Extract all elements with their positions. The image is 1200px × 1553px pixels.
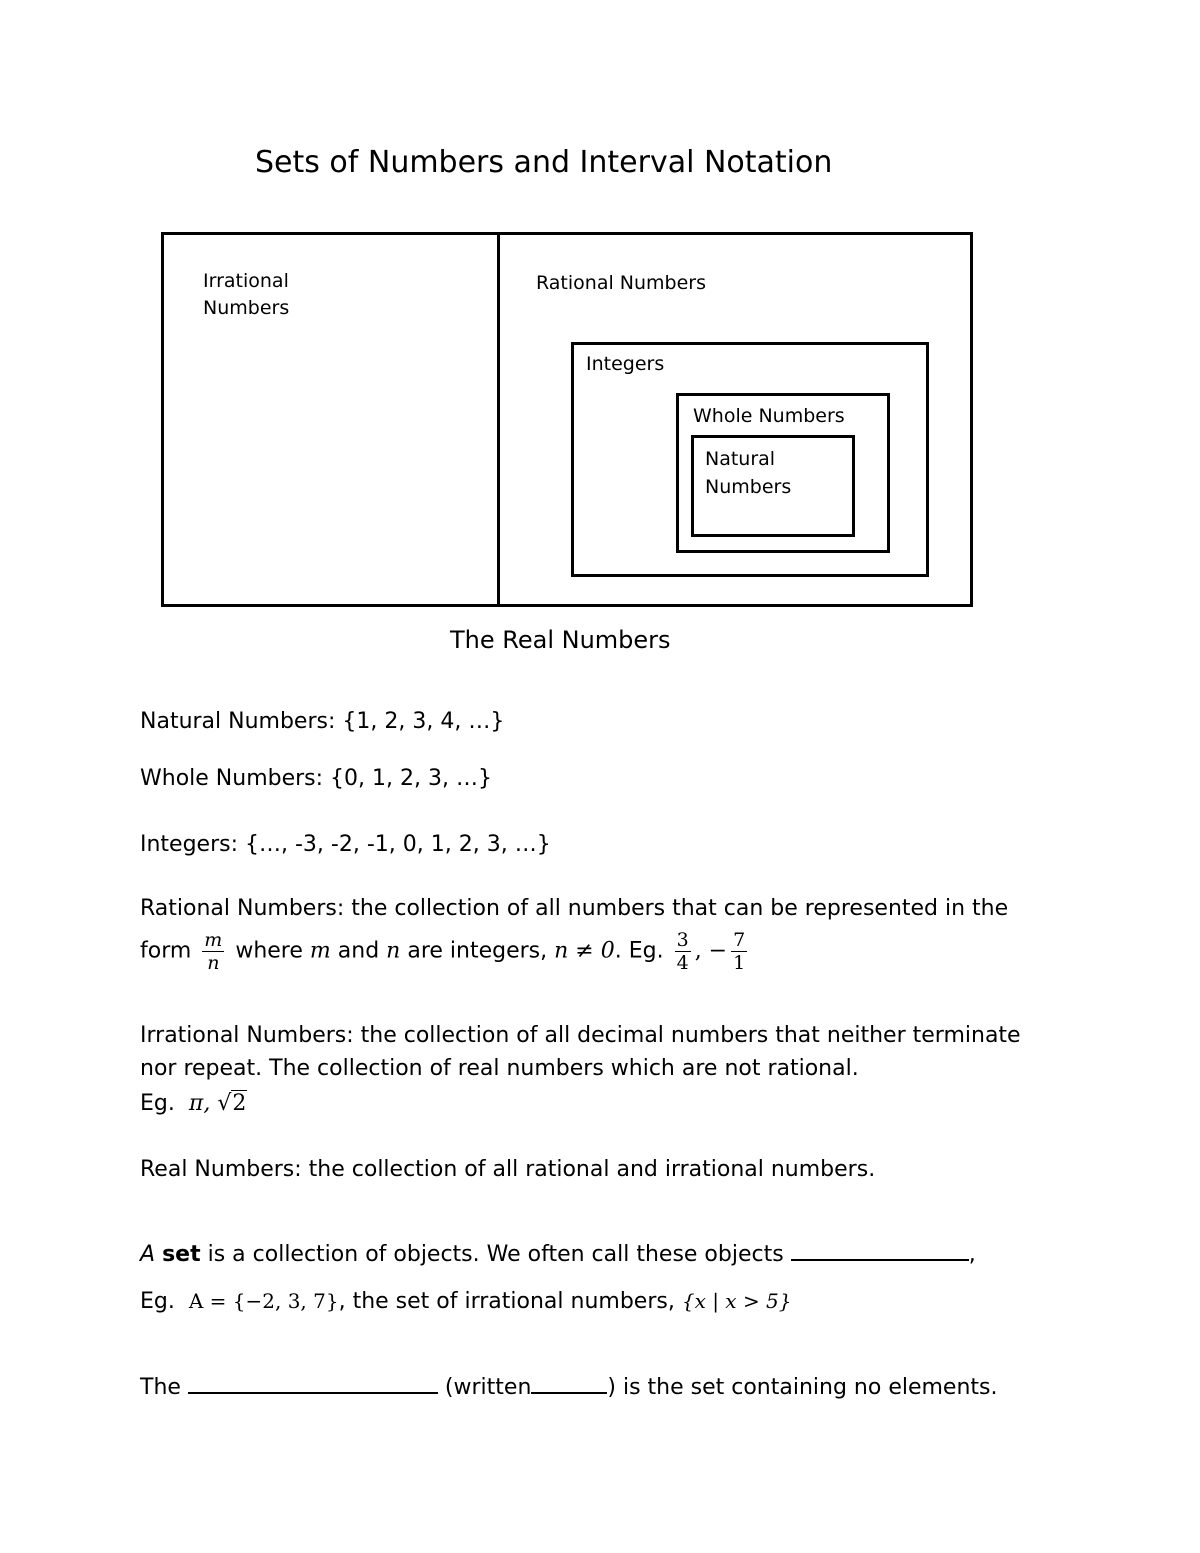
empty-set-definition xyxy=(140,1372,998,1400)
where-text: where xyxy=(235,938,303,964)
set-a-example: A = {−2, 3, 7} xyxy=(188,1289,339,1313)
form-text: form xyxy=(140,938,192,964)
the-text: The xyxy=(140,1375,181,1400)
natural-numbers-definition: Natural Numbers: {1, 2, 3, 4, …} xyxy=(140,709,505,734)
natural-label-line2: Numbers xyxy=(705,476,792,498)
eg-text: . Eg. xyxy=(614,938,664,964)
set-definition: A set is a collection of objects. We often call these objects , xyxy=(140,1239,976,1267)
set-builder-example: {x | x > 5} xyxy=(681,1289,792,1313)
whole-numbers-label: Whole Numbers xyxy=(693,405,845,427)
are-integers-text: are integers, xyxy=(407,938,548,964)
whole-numbers-definition: Whole Numbers: {0, 1, 2, 3, …} xyxy=(140,766,492,791)
empty-set-name-blank xyxy=(188,1372,438,1394)
m-over-n-fraction xyxy=(202,929,224,974)
fraction-denominator: 4 xyxy=(676,952,689,974)
example-fraction-3-4 xyxy=(675,929,691,974)
fraction-denominator: n xyxy=(207,952,220,974)
pi-symbol: π, xyxy=(188,1091,211,1116)
set-examples-middle: , the set of irrational numbers, xyxy=(338,1289,675,1314)
diagram-caption: The Real Numbers xyxy=(450,626,671,654)
fraction-denominator: 1 xyxy=(733,952,746,974)
m-variable: m xyxy=(309,938,331,964)
fraction-numerator: 7 xyxy=(733,929,746,951)
set-examples xyxy=(140,1289,792,1314)
eg-text: Eg. xyxy=(140,1289,175,1314)
rational-label: Rational Numbers xyxy=(536,272,707,294)
irrational-label-line1: Irrational xyxy=(203,270,289,292)
and-text: and xyxy=(337,938,380,964)
n-not-zero: n ≠ 0 xyxy=(554,938,615,964)
integers-definition: Integers: {…, -3, -2, -1, 0, 1, 2, 3, …} xyxy=(140,832,551,857)
real-numbers-definition: Real Numbers: the collection of all rational and irrational numbers. xyxy=(140,1157,876,1182)
fraction-numerator: 3 xyxy=(676,929,689,951)
n-variable: n xyxy=(386,938,401,964)
natural-label-line1: Natural xyxy=(705,448,776,470)
empty-set-rest: ) is the set containing no elements. xyxy=(607,1375,998,1400)
set-term: set xyxy=(162,1242,201,1267)
set-definition-text: is a collection of objects. We often call these objects xyxy=(200,1242,784,1267)
integers-label: Integers xyxy=(586,353,665,375)
example-separator: , − xyxy=(694,938,728,964)
elements-blank xyxy=(791,1239,969,1261)
set-a-word: A xyxy=(140,1242,156,1267)
fraction-numerator: m xyxy=(204,929,223,951)
irrational-examples xyxy=(140,1091,247,1116)
irrational-definition-line2: nor repeat. The collection of real numbers which are not rational. xyxy=(140,1056,859,1081)
irrational-label-line2: Numbers xyxy=(203,297,290,319)
rational-definition-line2 xyxy=(140,929,751,974)
written-text: (written xyxy=(444,1375,532,1400)
irrational-definition-line1: Irrational Numbers: the collection of all decimal numbers that neither terminate xyxy=(140,1023,1021,1048)
rational-definition-line1: Rational Numbers: the collection of all numbers that can be represented in the xyxy=(140,896,1009,921)
eg-text: Eg. xyxy=(140,1091,175,1116)
example-fraction-7-1 xyxy=(731,929,747,974)
page-title: Sets of Numbers and Interval Notation xyxy=(255,145,833,180)
divider-line xyxy=(497,232,500,607)
empty-set-symbol-blank xyxy=(531,1372,607,1394)
square-root-of-2: √2 xyxy=(217,1091,247,1116)
